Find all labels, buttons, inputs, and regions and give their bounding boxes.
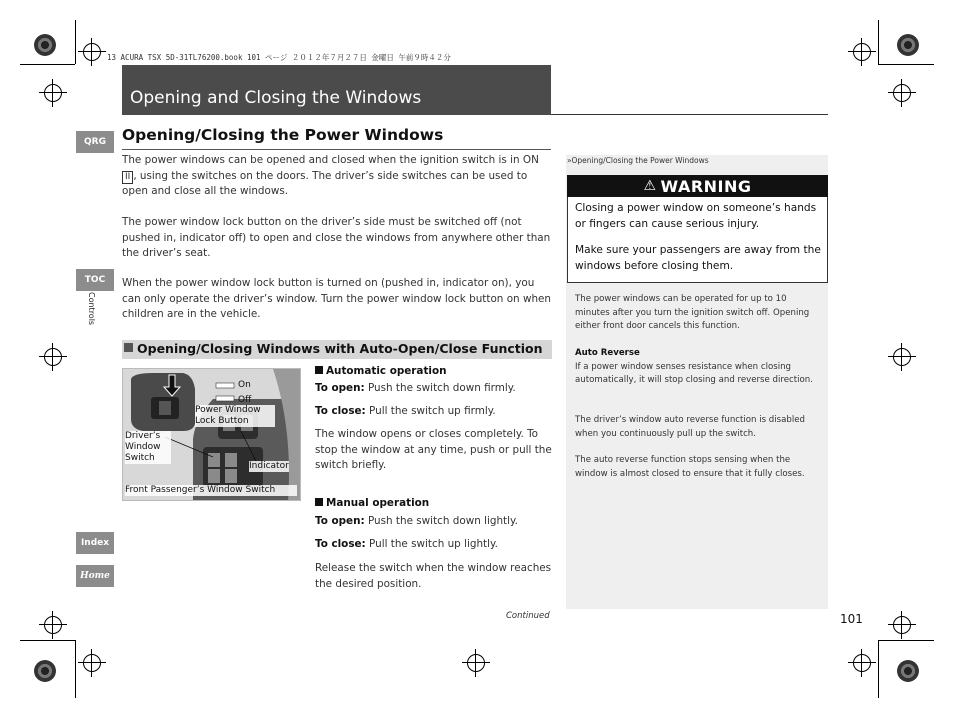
square-bullet-icon [124, 343, 133, 352]
registration-rosette [34, 660, 56, 682]
lock-paragraph: The power window lock button on the driver’s side must be switched off (not pushed in, indicator off) to open and close the windows from anywhere other than the driver’s seat. [122, 216, 551, 259]
print-header: 13 ACURA TSX 5D-31TL76200.book 101 ページ ２０１２年７月２７日 金曜日 午前９時４２分 [107, 53, 451, 62]
divider [551, 114, 828, 115]
intro-paragraph [122, 153, 552, 200]
registration-mark [467, 654, 485, 672]
close-label: To close: [315, 405, 366, 417]
continued-label: Continued [506, 611, 550, 621]
registration-mark [853, 43, 871, 61]
auto-operation-title: Automatic operation [326, 365, 447, 377]
registration-mark [44, 616, 62, 634]
registration-mark [893, 348, 911, 366]
off-label: Off [238, 395, 252, 405]
manual-operation-heading [315, 496, 555, 512]
manual-operation-body: Release the switch when the window reaches the desired position. [315, 562, 552, 590]
subsection-title [124, 341, 543, 356]
aside-note-stops: The auto reverse function stops sensing when the window is almost closed to ensure that it fully closes. [575, 455, 805, 479]
manual-open-instruction [315, 514, 555, 530]
crop-line [75, 20, 76, 64]
intro-text: , using the switches on the doors. The driver’s side switches can be used to open and close all the windows. [122, 169, 528, 197]
window-switch-figure [122, 368, 301, 501]
registration-mark [83, 654, 101, 672]
warning-title: WARNING [660, 176, 752, 196]
registration-mark [853, 654, 871, 672]
section-title: Opening/Closing the Power Windows [122, 126, 444, 144]
toc-button[interactable]: TOC [76, 269, 114, 291]
auto-operation-body: The window opens or closes completely. To stop the window at any time, push or pull the switch briefly. [315, 428, 552, 471]
manual-operation-title: Manual operation [326, 497, 430, 509]
on-label: On [238, 380, 251, 390]
auto-reverse-title: Auto Reverse [575, 348, 640, 358]
aside-note-disabled: The driver’s window auto reverse function is disabled when you continuously pull up the switch. [575, 415, 805, 439]
open-label: To open: [315, 382, 365, 394]
auto-close-instruction [315, 404, 555, 420]
square-bullet-icon [315, 366, 323, 374]
close-text: Pull the switch up firmly. [365, 405, 496, 417]
open-label: To open: [315, 515, 365, 527]
aside-reference [567, 156, 709, 165]
registration-mark [44, 348, 62, 366]
subsection-title-text: Opening/Closing Windows with Auto-Open/Close Function [137, 341, 543, 356]
auto-reverse-text: If a power window senses resistance when closing automatically, it will stop closing and reverse direction. [575, 361, 813, 385]
registration-mark [83, 43, 101, 61]
child-lock-paragraph: When the power window lock button is turned on (pushed in, indicator on), you can only operate the driver’s window. Turn the power window lock button on when children are in the vehicle. [122, 277, 552, 320]
square-bullet-icon [315, 498, 323, 506]
aside-reference-text: Opening/Closing the Power Windows [571, 156, 709, 165]
chapter-title: Opening and Closing the Windows [130, 88, 422, 108]
intro-text: The power windows can be opened and closed when the ignition switch is in ON [122, 154, 539, 166]
index-button[interactable]: Index [76, 532, 114, 554]
section-tab-label: Controls [87, 292, 96, 326]
registration-mark [893, 84, 911, 102]
passenger-switch-label: Front Passenger’s Window Switch [125, 485, 297, 496]
registration-mark [44, 84, 62, 102]
registration-rosette [897, 660, 919, 682]
crop-line [878, 20, 879, 64]
close-label: To close: [315, 538, 366, 550]
crop-line [20, 640, 75, 641]
auto-operation-heading [315, 364, 555, 380]
page-number: 101 [840, 612, 863, 626]
warning-text-1: Closing a power window on someone’s hands or fingers can cause serious injury. [575, 202, 817, 230]
divider [122, 149, 551, 150]
ignition-on-key: II [122, 171, 133, 184]
aside-note-timeout: The power windows can be operated for up to 10 minutes after you turn the ignition switch off. Opening either front door cancels this function. [575, 294, 810, 331]
crop-line [878, 640, 879, 698]
registration-rosette [34, 34, 56, 56]
lock-button-label: Power Window Lock Button [195, 405, 275, 427]
crop-line [878, 64, 934, 65]
auto-open-instruction [315, 381, 555, 397]
driver-switch-label: Driver’s Window Switch [125, 431, 171, 464]
reference-arrow-icon: » [567, 156, 572, 165]
open-text: Push the switch down firmly. [364, 382, 516, 394]
warning-triangle-icon: ⚠ [643, 178, 657, 194]
manual-close-instruction [315, 537, 555, 553]
warning-text-2: Make sure your passengers are away from the windows before closing them. [575, 244, 821, 272]
registration-mark [893, 616, 911, 634]
crop-line [878, 640, 934, 641]
crop-line [75, 640, 76, 698]
close-text: Pull the switch up lightly. [365, 538, 498, 550]
qrg-button[interactable]: QRG [76, 131, 114, 153]
open-text: Push the switch down lightly. [364, 515, 518, 527]
indicator-label: Indicator [249, 461, 289, 471]
home-button[interactable]: Home [76, 565, 114, 587]
auto-reverse-section [575, 347, 823, 388]
registration-rosette [897, 34, 919, 56]
warning-header [567, 175, 828, 197]
crop-line [20, 64, 75, 65]
